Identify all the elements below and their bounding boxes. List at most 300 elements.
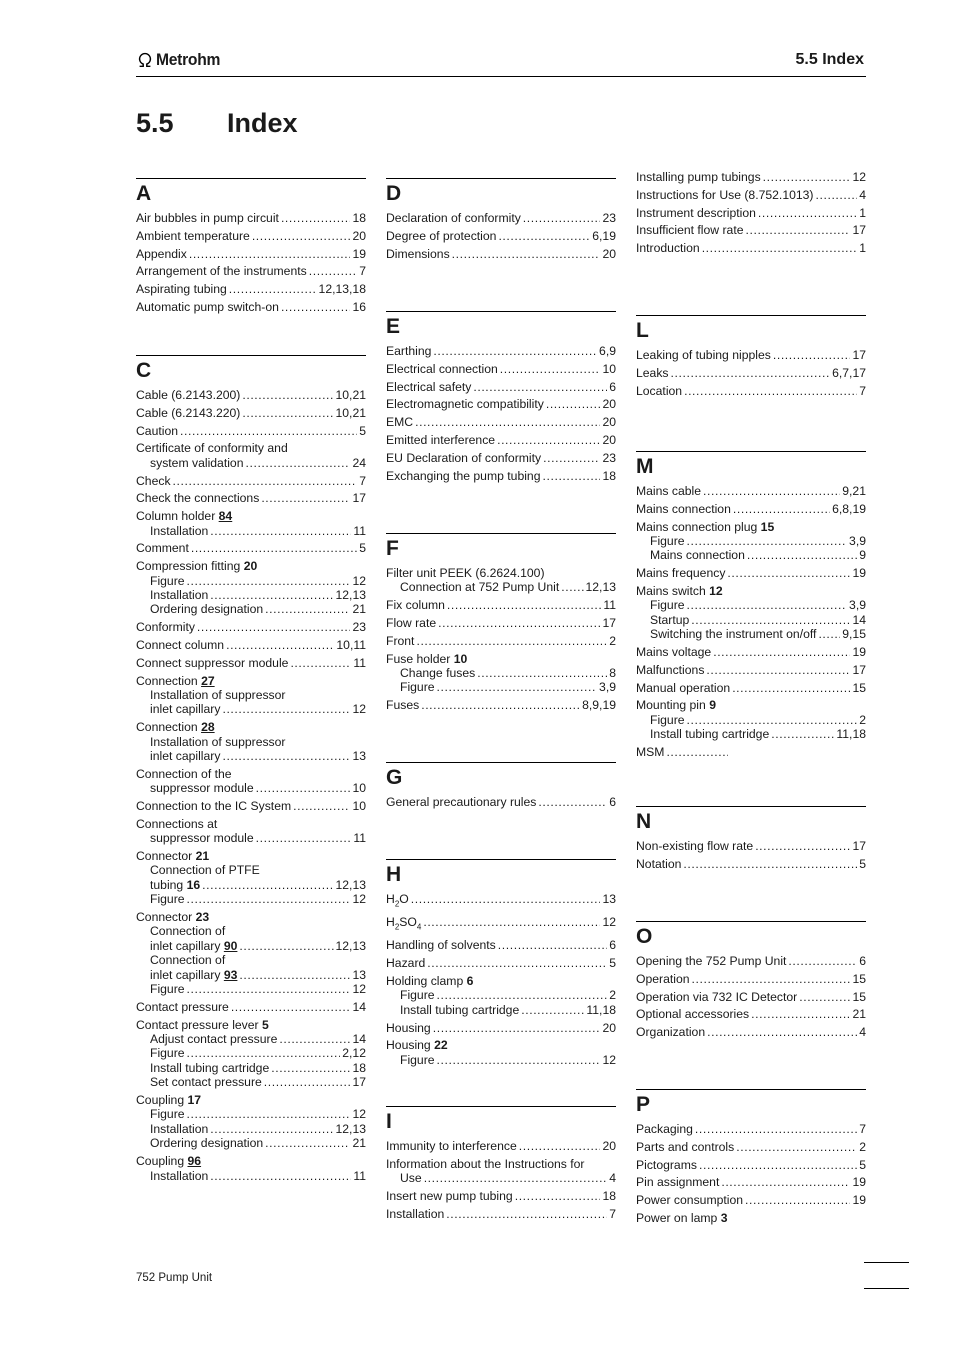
figure-ref: 10 — [453, 651, 468, 666]
entry-list — [136, 388, 366, 1183]
index-entry — [136, 1018, 366, 1032]
page-numbers: 8 — [609, 666, 616, 680]
entry-text: EMC — [386, 415, 414, 430]
entry-term — [636, 484, 701, 498]
index-entry — [636, 384, 866, 398]
entry-term — [386, 1021, 431, 1035]
index-entry — [636, 188, 866, 202]
index-entry — [136, 264, 366, 278]
index-entry — [136, 720, 366, 734]
entry-term — [136, 559, 257, 573]
entry-term — [386, 598, 445, 612]
entry-text: General precautionary rules — [386, 795, 537, 809]
index-entry — [136, 474, 366, 488]
page-numbers: 14 — [852, 612, 866, 627]
index-entry — [136, 509, 366, 523]
entry-term — [400, 1171, 422, 1185]
entry-term — [650, 627, 816, 641]
entry-term — [386, 566, 545, 580]
dot-leader — [242, 406, 333, 420]
entry-text: Installing pump tubings — [636, 170, 761, 184]
index-entry — [386, 1021, 616, 1035]
page-numbers: 6,8,19 — [832, 501, 866, 516]
index-entry — [386, 415, 616, 429]
entry-text: Mains connection — [650, 548, 745, 563]
entry-text: Connection to the IC System — [136, 799, 292, 814]
dot-leader — [423, 915, 600, 929]
entry-term — [136, 910, 209, 924]
entry-text: Holding clamp — [386, 974, 464, 989]
entry-text: Introduction — [636, 241, 700, 256]
page-numbers: 12,13,18 — [318, 282, 366, 297]
entry-text: Opening the 752 Pump Unit — [636, 954, 787, 968]
entry-term — [636, 170, 761, 184]
entry-term — [136, 211, 279, 225]
entry-term — [136, 849, 209, 863]
entry-text: Fuse holder — [386, 651, 451, 666]
entry-term — [150, 878, 200, 892]
entry-text: Parts and controls — [636, 1139, 735, 1154]
dot-leader — [411, 892, 601, 906]
entry-term — [386, 469, 541, 483]
entry-text: Appendix — [136, 246, 187, 261]
dot-leader — [733, 502, 830, 516]
index-entry — [386, 598, 616, 612]
entry-text: Mains cable — [636, 484, 702, 498]
entry-text: Connection of — [150, 924, 226, 939]
dot-leader — [523, 211, 601, 225]
dot-leader — [543, 451, 600, 465]
entry-term — [636, 1193, 743, 1207]
entry-text: system validation — [150, 455, 244, 470]
index-entry — [386, 956, 616, 970]
page-numbers: 6 — [609, 795, 616, 809]
dot-leader — [265, 1136, 350, 1150]
index-entry — [636, 745, 866, 759]
dot-leader — [521, 1003, 584, 1017]
entry-text: Ordering designation — [150, 602, 264, 617]
dot-leader — [713, 645, 850, 659]
entry-term — [136, 817, 217, 831]
entry-term — [636, 241, 700, 255]
entry-text: Figure — [650, 534, 685, 548]
page-numbers: 17 — [852, 348, 866, 362]
dot-leader — [290, 656, 351, 670]
entry-term — [650, 534, 685, 548]
entry-term — [636, 645, 711, 659]
page-numbers: 14 — [352, 999, 366, 1014]
entry-text: Figure — [400, 988, 435, 1003]
dot-leader — [788, 954, 857, 968]
index-entry — [136, 767, 366, 781]
index-entry — [386, 1038, 616, 1052]
dot-leader — [437, 988, 608, 1002]
section-letter: F — [386, 537, 399, 560]
entry-text: Leaks — [636, 365, 669, 380]
page-numbers: 23 — [602, 450, 616, 465]
entry-term — [636, 972, 690, 986]
index-entry — [136, 924, 366, 938]
entry-text: Install tubing cartridge — [650, 727, 770, 742]
index-entry — [136, 247, 366, 261]
page-numbers: 12,13 — [335, 1121, 366, 1136]
dot-leader — [231, 1000, 351, 1014]
index-entry — [386, 1139, 616, 1153]
page-numbers: 17 — [602, 616, 616, 630]
entry-term — [636, 745, 664, 759]
index-entry — [636, 484, 866, 498]
entry-text: Degree of protection — [386, 228, 497, 243]
index-entry — [136, 282, 366, 296]
entry-term — [386, 397, 544, 411]
dot-leader — [293, 799, 350, 813]
entry-text: Connection of — [150, 953, 226, 968]
figure-ref: 5 — [262, 1017, 269, 1032]
entry-list — [136, 211, 366, 314]
entry-text: Instructions for Use (8.752.1013) — [636, 187, 814, 202]
dot-leader — [424, 1171, 608, 1185]
page-numbers: 11 — [603, 598, 616, 613]
entry-term — [150, 702, 220, 716]
index-entry — [636, 645, 866, 659]
index-entry — [636, 1193, 866, 1207]
index-entry — [136, 602, 366, 616]
page-numbers: 12 — [852, 170, 866, 184]
index-entry — [136, 939, 366, 953]
entry-term — [386, 1139, 517, 1153]
entry-term — [136, 620, 195, 634]
index-entry — [136, 953, 366, 967]
dot-leader — [732, 681, 850, 695]
index-entry — [136, 749, 366, 763]
entry-text: Dimensions — [386, 246, 450, 261]
index-entry — [136, 424, 366, 438]
section-title: Index — [227, 108, 298, 138]
page-numbers: 12 — [352, 702, 366, 717]
entry-text: Set contact pressure — [150, 1075, 262, 1090]
entry-term — [386, 451, 541, 465]
entry-term — [136, 388, 240, 402]
index-entry — [136, 982, 366, 996]
dot-leader — [746, 223, 851, 237]
entry-term — [386, 415, 413, 429]
entry-text: Connector — [136, 849, 193, 864]
dot-leader — [561, 580, 583, 594]
figure-ref: 27 — [201, 673, 215, 688]
page-numbers: 12 — [352, 892, 366, 907]
index-entry — [386, 566, 616, 580]
page-numbers: 17 — [852, 839, 866, 853]
page-numbers: 17 — [852, 662, 866, 677]
entry-term — [136, 474, 171, 488]
dot-leader — [727, 566, 850, 580]
index-section — [136, 178, 366, 318]
entry-term-formula: $H_2SO_4$ — [386, 915, 422, 932]
entry-term — [150, 1046, 185, 1060]
page-numbers: 11 — [353, 1168, 366, 1183]
index-section — [636, 451, 866, 763]
index-entry — [136, 1136, 366, 1150]
section-letter: D — [386, 182, 402, 205]
index-section — [386, 1106, 616, 1225]
dot-leader — [210, 1169, 351, 1183]
entry-term — [136, 767, 232, 781]
dot-leader — [265, 602, 350, 616]
index-entry — [136, 656, 366, 670]
entry-text: Connection — [136, 673, 198, 688]
entry-text: Connect column — [136, 638, 225, 652]
page-numbers: 10,11 — [336, 638, 366, 652]
entry-text: Instrument description — [636, 205, 756, 220]
page-numbers: 1 — [859, 241, 866, 256]
entry-term — [150, 968, 237, 982]
index-entry — [386, 652, 616, 666]
page-numbers: 24 — [352, 455, 366, 470]
page-numbers: 20 — [602, 1020, 616, 1035]
figure-ref: 22 — [434, 1038, 448, 1053]
entry-text: Power consumption — [636, 1193, 744, 1208]
omega-icon — [136, 51, 154, 69]
page-numbers: 6 — [609, 938, 616, 953]
page-numbers: 11 — [353, 523, 366, 538]
page-numbers: 11,18 — [836, 727, 866, 742]
dot-leader — [202, 878, 333, 892]
entry-text: Electromagnetic compatibility — [386, 397, 544, 412]
index-entry — [386, 344, 616, 358]
dot-leader — [721, 1175, 850, 1189]
dot-leader — [745, 1193, 850, 1207]
index-entry — [136, 229, 366, 243]
entry-term — [636, 681, 730, 695]
page-numbers: 21 — [352, 1136, 366, 1151]
index-entry — [386, 915, 616, 935]
page-numbers: 12,13 — [335, 588, 366, 602]
entry-term — [150, 1107, 185, 1121]
dot-leader — [226, 638, 334, 652]
index-entry — [636, 566, 866, 580]
section-letter: P — [636, 1093, 651, 1116]
dot-leader — [239, 968, 350, 982]
entry-term — [386, 1189, 513, 1203]
page-numbers: 17 — [352, 1075, 366, 1090]
entry-text: EU Declaration of conformity — [386, 450, 542, 465]
page-numbers: 19 — [852, 1193, 866, 1208]
page-numbers: 6,7,17 — [832, 365, 866, 380]
page-numbers: 17 — [852, 223, 866, 238]
index-entry — [386, 362, 616, 376]
entry-text: Hazard — [386, 956, 426, 971]
index-entry — [136, 211, 366, 225]
entry-text: Location — [636, 383, 683, 398]
entry-term — [650, 727, 769, 741]
dot-leader — [309, 264, 358, 278]
entry-term — [150, 1169, 208, 1183]
running-header: 5.5 Index — [795, 51, 864, 68]
entry-text: Change fuses — [400, 666, 476, 680]
entry-text: Installation — [386, 1206, 445, 1221]
entry-term — [386, 974, 473, 988]
dot-leader — [256, 831, 352, 845]
index-entry — [136, 863, 366, 877]
entry-text: Figure — [150, 1107, 185, 1122]
entry-term — [136, 424, 178, 438]
entry-term — [636, 839, 753, 853]
entry-text: Figure — [650, 712, 685, 727]
page-numbers: 18 — [602, 468, 616, 483]
page-numbers: 8,9,19 — [582, 698, 616, 713]
entry-text: Adjust contact pressure — [150, 1032, 278, 1047]
index-entry — [136, 1075, 366, 1089]
index-entry — [136, 441, 366, 455]
figure-ref: 3 — [720, 1210, 728, 1225]
index-entry — [136, 1154, 366, 1168]
dot-leader — [498, 938, 607, 952]
dot-leader — [433, 1021, 601, 1035]
entry-text: Coupling — [136, 1093, 185, 1108]
entry-text: Figure — [400, 1052, 435, 1067]
entry-text: Installation of suppressor — [150, 734, 286, 749]
dot-leader — [421, 698, 580, 712]
index-entry — [136, 799, 366, 813]
entry-text: Mains connection — [636, 501, 731, 516]
entry-list — [636, 1122, 866, 1225]
page-numbers: 13 — [352, 749, 366, 764]
entry-term — [386, 698, 419, 712]
entry-text: Check the connections — [136, 491, 260, 506]
index-section — [386, 311, 616, 486]
page-numbers: 12 — [352, 982, 366, 997]
page-numbers: 23 — [352, 620, 366, 635]
index-entry — [386, 469, 616, 483]
entry-term — [650, 548, 745, 562]
entry-term — [150, 1136, 263, 1150]
entry-text: Cable (6.2143.200) — [136, 388, 241, 402]
index-entry — [636, 990, 866, 1004]
entry-term — [636, 1140, 734, 1154]
entry-text: Coupling — [136, 1154, 185, 1169]
entry-text: Insufficient flow rate — [636, 223, 744, 238]
entry-term — [136, 656, 288, 670]
index-entry — [136, 388, 366, 402]
entry-term — [386, 433, 495, 447]
entry-term — [636, 990, 797, 1004]
index-entry — [636, 663, 866, 677]
entry-term — [150, 602, 263, 616]
dot-leader — [252, 229, 351, 243]
index-entry — [386, 988, 616, 1002]
entry-term — [636, 1007, 749, 1021]
page-numbers: 18 — [602, 1189, 616, 1203]
index-entry — [636, 548, 866, 562]
index-entry — [386, 211, 616, 225]
entry-text: Exchanging the pump tubing — [386, 468, 541, 483]
entry-term — [150, 953, 225, 967]
index-entry — [636, 598, 866, 612]
entry-list — [386, 566, 616, 713]
index-entry — [386, 380, 616, 394]
entry-term — [150, 524, 208, 538]
page-numbers: 6,9 — [599, 344, 616, 358]
figure-ref: 20 — [243, 559, 258, 574]
index-entry — [636, 972, 866, 986]
page-numbers: 5 — [359, 541, 366, 556]
index-entry — [386, 892, 616, 912]
index-entry — [136, 674, 366, 688]
index-entry — [386, 229, 616, 243]
dot-leader — [684, 384, 857, 398]
page-numbers: 5 — [859, 856, 866, 871]
page-numbers: 21 — [352, 602, 366, 617]
page-numbers: 12,13 — [335, 877, 366, 892]
entry-list — [636, 954, 866, 1040]
entry-text: Connection of PTFE — [150, 863, 260, 878]
index-entry — [136, 574, 366, 588]
page-numbers: 13 — [352, 967, 366, 982]
entry-text: Figure — [150, 1046, 185, 1061]
section-letter: A — [136, 182, 152, 205]
entry-term — [150, 735, 286, 749]
entry-term — [636, 954, 786, 968]
entry-term — [636, 188, 814, 202]
entry-text: Organization — [636, 1025, 706, 1040]
index-entry — [136, 688, 366, 702]
entry-text: Information about the Instructions for — [386, 1156, 585, 1171]
entry-term — [136, 247, 187, 261]
page-numbers: 19 — [352, 246, 366, 261]
dot-leader — [543, 469, 601, 483]
dot-leader — [437, 1053, 601, 1067]
index-section — [386, 859, 616, 1071]
dot-leader — [515, 1189, 601, 1203]
entry-text: Figure — [150, 573, 185, 588]
page-numbers: 14 — [352, 1032, 366, 1047]
entry-term — [386, 956, 425, 970]
entry-text: Emitted interference — [386, 432, 496, 447]
page-numbers: 2 — [609, 633, 616, 648]
figure-ref: 96 — [187, 1154, 202, 1169]
dot-leader — [281, 300, 351, 314]
entry-text: suppressor module — [150, 781, 254, 796]
entry-text: Ambient temperature — [136, 228, 250, 243]
entry-list — [386, 795, 616, 809]
page-numbers: 20 — [352, 228, 366, 243]
entry-term — [136, 720, 215, 734]
entry-text: Figure — [150, 982, 185, 997]
figure-ref: 15 — [760, 519, 775, 534]
index-entry — [386, 680, 616, 694]
page-numbers: 16 — [352, 299, 366, 314]
entry-term — [150, 749, 220, 763]
entry-term — [636, 502, 731, 516]
entry-list — [636, 839, 866, 871]
figure-ref: 6 — [466, 974, 474, 989]
index-entry — [386, 616, 616, 630]
index-entry — [136, 638, 366, 652]
entry-list — [636, 170, 866, 256]
dot-leader — [447, 598, 601, 612]
index-entry — [136, 781, 366, 795]
page-numbers: 10 — [352, 799, 366, 814]
index-entry — [136, 831, 366, 845]
index-entry — [636, 366, 866, 380]
entry-text: Comment — [136, 541, 189, 556]
page-numbers: 11,18 — [586, 1002, 616, 1017]
section-letter: E — [386, 315, 401, 338]
index-entry — [136, 456, 366, 470]
index-entry — [386, 433, 616, 447]
entry-text: Mains voltage — [636, 645, 712, 660]
dot-leader — [261, 491, 350, 505]
